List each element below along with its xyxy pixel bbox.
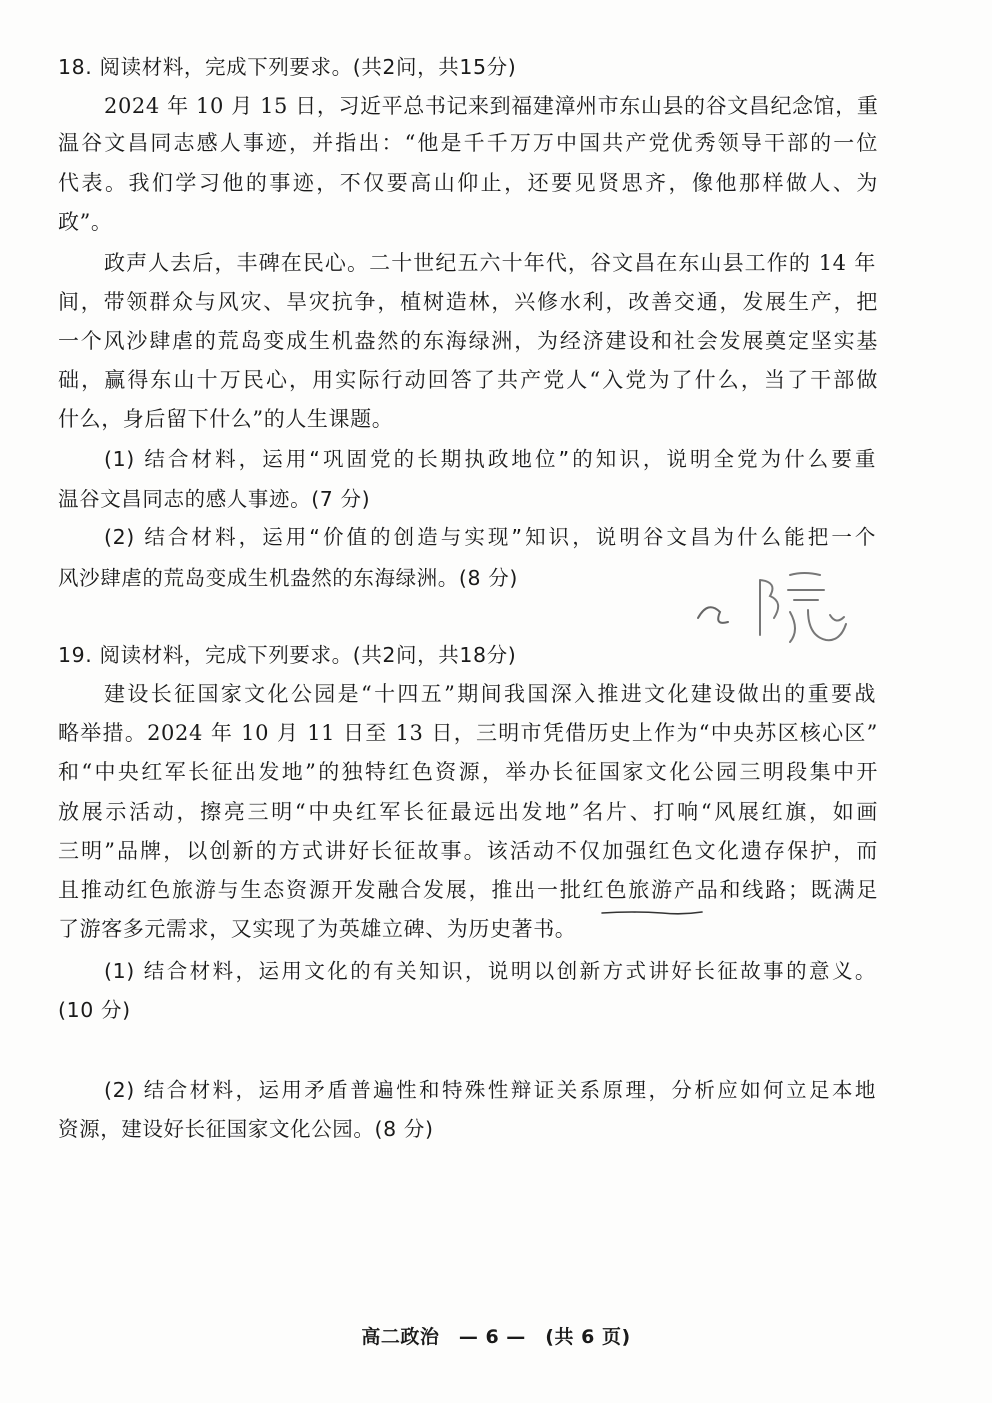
- q18-material-line: 代表。我们学习他的事迹，不仅要高山仰止，还要见贤思齐，像他那样做人、为: [58, 171, 878, 195]
- q19-material-line: 建设长征国家文化公园是“十四五”期间我国深入推进文化建设做出的重要战: [104, 682, 876, 706]
- q18-sub2-prompt: 风沙肆虐的荒岛变成生机盎然的东海绿洲。(8 分): [58, 566, 518, 590]
- q19-sub2-prompt: 资源，建设好长征国家文化公园。(8 分): [58, 1117, 434, 1141]
- q19-material-line: 放展示活动，擦亮三明“中央红军长征最远出发地”名片、打响“风展红旗，如画: [58, 800, 878, 824]
- q19-title: 19. 阅读材料，完成下列要求。(共2问，共18分): [58, 643, 517, 667]
- q18-material-line: 什么，身后留下什么”的人生课题。: [58, 407, 394, 431]
- q19-material-line: 三明”品牌，以创新的方式讲好长征故事。该活动不仅加强红色文化遗存保护，而: [58, 839, 878, 863]
- q18-material-line: 2024 年 10 月 15 日，习近平总书记来到福建漳州市东山县的谷文昌纪念馆，重: [104, 94, 879, 118]
- q18-sub1-prompt: 温谷文昌同志的感人事迹。(7 分): [58, 487, 371, 511]
- q18-material-line: 温谷文昌同志感人事迹，并指出：“他是千千万万中国共产党优秀领导干部的一位: [58, 131, 878, 155]
- q18-sub1-prompt: (1) 结合材料，运用“巩固党的长期执政地位”的知识，说明全党为什么要重: [104, 447, 876, 471]
- q18-title: 18. 阅读材料，完成下列要求。(共2问，共15分): [58, 55, 517, 79]
- q19-material-line: 且推动红色旅游与生态资源开发融合发展，推出一批红色旅游产品和线路；既满足: [58, 878, 878, 902]
- q18-material-line: 一个风沙肆虐的荒岛变成生机盎然的东海绿洲，为经济建设和社会发展奠定坚实基: [58, 329, 878, 353]
- q18-material-line: 础，赢得东山十万民心，用实际行动回答了共产党人“入党为了什么，当了干部做: [58, 368, 878, 392]
- q18-material-line: 政声人去后，丰碑在民心。二十世纪五六十年代，谷文昌在东山县工作的 14 年: [104, 251, 876, 275]
- q19-material-line: 了游客多元需求，又实现了为英雄立碑、为历史著书。: [58, 917, 577, 941]
- q19-sub2-prompt: (2) 结合材料，运用矛盾普遍性和特殊性辩证关系原理，分析应如何立足本地: [104, 1078, 876, 1102]
- q19-sub1-prompt: (10 分): [58, 998, 131, 1022]
- q18-material-line: 政”。: [58, 210, 113, 234]
- q19-material-line: 和“中央红军长征出发地”的独特红色资源，举办长征国家文化公园三明段集中开: [58, 760, 878, 784]
- handwritten-mark: [690, 560, 860, 650]
- q18-sub2-prompt: (2) 结合材料，运用“价值的创造与实现”知识，说明谷文昌为什么能把一个: [104, 525, 876, 549]
- q18-material-line: 间，带领群众与风灾、旱灾抗争，植树造林，兴修水利，改善交通，发展生产，把: [58, 290, 878, 314]
- q19-material-line: 略举措。2024 年 10 月 11 日至 13 日，三明市凭借历史上作为“中央苏区核心区”: [58, 721, 878, 745]
- pen-underline: [600, 905, 710, 925]
- q19-sub1-prompt: (1) 结合材料，运用文化的有关知识，说明以创新方式讲好长征故事的意义。: [104, 959, 876, 983]
- page-footer: 高二政治 — 6 — (共 6 页): [361, 1326, 631, 1348]
